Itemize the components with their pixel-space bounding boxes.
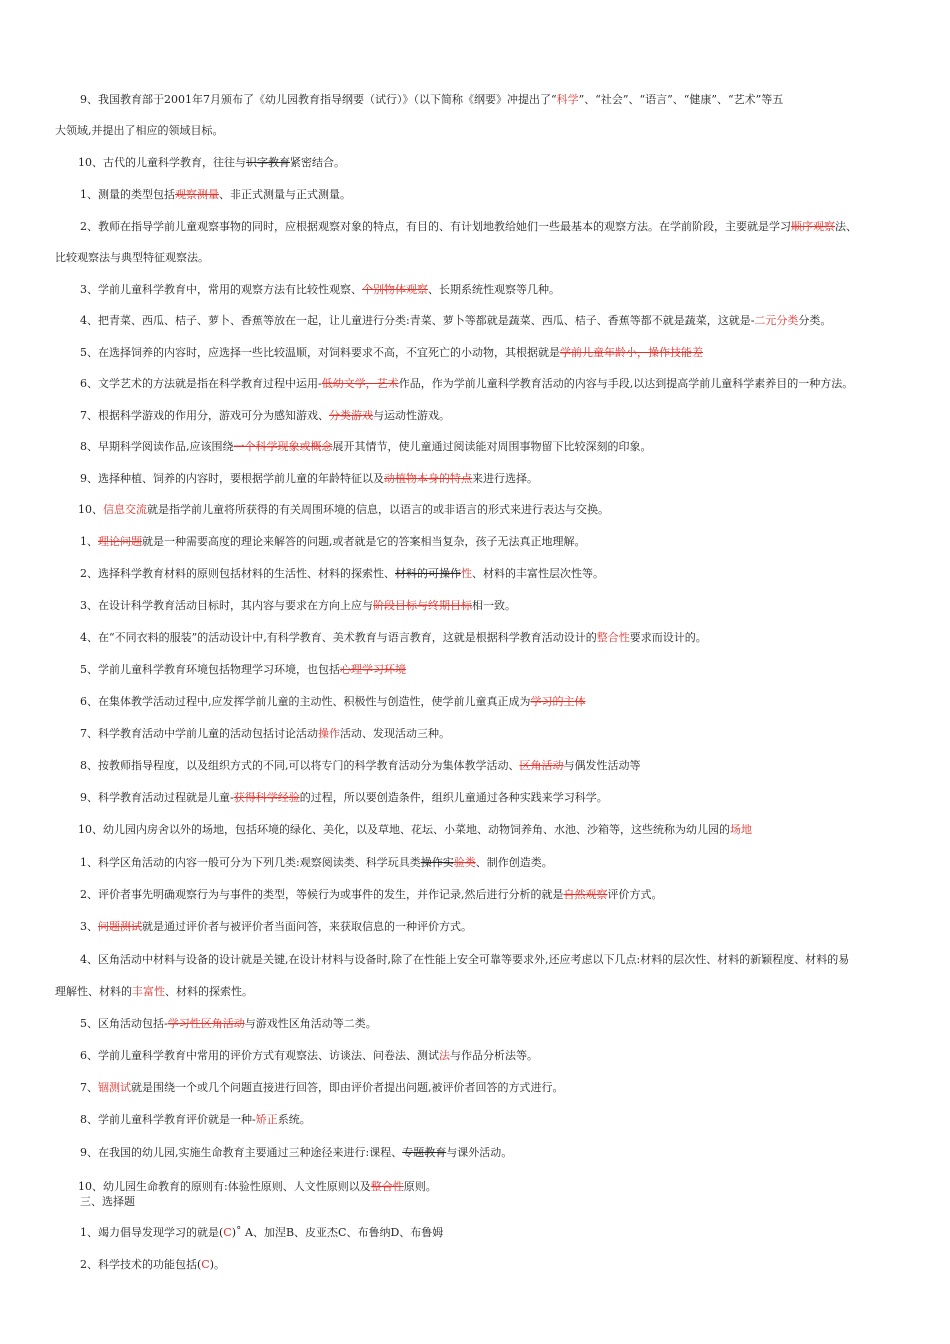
answer-text: 场地: [730, 823, 752, 836]
text-line: [55, 985, 253, 999]
answer-text: 学前儿童年龄小，操作技能差: [560, 346, 703, 359]
line-text: 理解性、材料的: [55, 985, 132, 998]
line-text: 评价方式。: [607, 888, 663, 901]
answer-text: 整合性: [596, 631, 630, 644]
line-text: 7、科学教育活动中学前儿童的活动包括讨论活动: [80, 727, 318, 740]
line-text: 就是通过评价者与被评价者当面问答，来获取信息的一种评价方式。: [142, 920, 472, 933]
answer-text: 自然观察: [563, 888, 608, 901]
text-line: [80, 283, 560, 297]
line-text: 6、文学艺术的方法就是指在科学教育过程中运用-: [80, 377, 322, 390]
text-line: [80, 314, 831, 328]
line-text: 系统。: [277, 1113, 311, 1126]
line-text: 与作品分析法等。: [450, 1049, 538, 1062]
line-text: 、制作创造类。: [475, 856, 553, 869]
text-line: [55, 124, 224, 138]
line-text: 三、选择题: [80, 1195, 135, 1208]
answer-text: 分类游戏: [329, 409, 373, 422]
line-text: 9、我国教育部于2001年7月颁布了《幼儿园教育指导纲要（试行）》（以下简称《纲要》冲提出了“: [80, 93, 557, 106]
text-line: [78, 823, 752, 837]
line-text: 就是围绕一个或几个问题直接进行回答，即由评价者提出问题,被评价者回答的方式进行。: [131, 1081, 564, 1094]
line-text: 1、测量的类型包括: [80, 188, 175, 201]
text-line: [80, 1195, 135, 1209]
line-text: 3、学前儿童科学教育中，常用的观察方法有比较性观察、: [80, 283, 362, 296]
line-text: 与偶发性活动等: [563, 759, 641, 772]
answer-text: 法: [439, 1049, 450, 1062]
line-text: 、材料的丰富性层次性等。: [472, 567, 604, 580]
answer-text: 一个科学现象或概念: [233, 440, 333, 453]
line-text: 4、在“不同衣料的服装”的活动设计中,有科学教育、美术教育与语言教育，这就是根据科学教育活动设计的: [80, 631, 597, 644]
text-line: [80, 695, 586, 709]
answer-text: 观察测量: [175, 188, 219, 201]
answer-text: C: [223, 1226, 232, 1239]
answer-text: 信息交流: [103, 503, 147, 516]
line-text: 操作实: [420, 856, 454, 869]
line-text: 、长期系统性观察等几种。: [428, 283, 560, 296]
answer-text: 性: [461, 567, 472, 580]
line-text: 5、区角活动包括-: [80, 1017, 168, 1030]
line-text: 1、科学区角活动的内容一般可分为下列几类:观察阅读类、科学玩具类: [80, 856, 421, 869]
line-text: 与运动性游戏。: [373, 409, 450, 422]
answer-text: C: [201, 1258, 210, 1271]
line-text: 材料的可操作: [395, 567, 461, 580]
line-text: 8、早期科学阅读作品,应该围绕: [80, 440, 234, 453]
line-text: 7、: [80, 1081, 98, 1094]
line-text: )˚ A、加涅B、皮亚杰C、布鲁纳D、布鲁姆: [231, 1226, 444, 1239]
line-text: 10、幼儿园内房舍以外的场地，包括环境的绿化、美化，以及草地、花坛、小菜地、动物饲养角、水池、沙箱等，这些统称为幼儿园的: [78, 823, 730, 836]
text-line: [80, 599, 516, 613]
line-text: 比较观察法与典型特征观察法。: [55, 251, 209, 264]
text-line: [80, 727, 450, 741]
text-line: [80, 856, 553, 870]
line-text: 大领域,并提出了相应的领域目标。: [55, 124, 224, 137]
line-text: 与课外活动。: [446, 1146, 513, 1159]
line-text: 相一致。: [472, 599, 516, 612]
line-text: 4、把青菜、西瓜、桔子、萝卜、香蕉等放在一起，让儿童进行分类:青菜、萝卜等都就是蔬菜、西瓜、桔子、香蕉等都不就是蔬菜，这就是-: [80, 314, 755, 327]
text-line: [80, 1258, 225, 1272]
line-text: 就是一种需要高度的理论来解答的问题,或者就是它的答案相当复杂，孩子无法真正地理解。: [142, 535, 586, 548]
line-text: 识字教育: [246, 156, 290, 169]
line-text: 10、幼儿园生命教育的原则有:体验性原则、人文性原则以及: [78, 1180, 371, 1193]
line-text: 、材料的探索性。: [165, 985, 253, 998]
text-line: [80, 377, 853, 391]
line-text: 法、: [835, 220, 857, 233]
line-text: 与游戏性区角活动等二类。: [244, 1017, 377, 1030]
answer-text: 区角活动: [519, 759, 564, 772]
text-line: [80, 953, 849, 967]
line-text: 1、竭力倡导发现学习的就是(: [80, 1226, 224, 1239]
line-text: 2、教师在指导学前儿童观察事物的同时，应根据观察对象的特点，有目的、有计划地教给她们一些最基本的观察方法。在学前阶段，主要就是学习: [80, 220, 791, 233]
text-line: [80, 920, 472, 934]
text-line: [80, 93, 783, 107]
text-line: [78, 1180, 437, 1194]
answer-text: 科学: [556, 93, 579, 106]
line-text: 作品，作为学前儿童科学教育活动的内容与手段,以达到提高学前儿童科学素养目的一种方法。: [398, 377, 854, 390]
text-line: [80, 472, 538, 486]
line-text: 10、: [78, 503, 103, 516]
line-text: 分类。: [798, 314, 832, 327]
answer-text: 验类: [453, 856, 476, 869]
line-text: 就是指学前儿童将所获得的有关周围环境的信息，以语言的或非语言的形式来进行表达与交换。: [147, 503, 609, 516]
line-text: 3、在设计科学教育活动目标时，其内容与要求在方向上应与: [80, 599, 373, 612]
answer-text: 学习的主体: [530, 695, 586, 708]
line-text: 活动、发现活动三种。: [340, 727, 450, 740]
text-line: [80, 440, 652, 454]
line-text: 5、在选择饲养的内容时，应选择一些比较温顺，对饲料要求不高，不宜死亡的小动物，其根据就是: [80, 346, 560, 359]
text-line: [80, 409, 450, 423]
text-line: [80, 220, 857, 234]
text-line: [55, 251, 209, 265]
text-line: [80, 1081, 564, 1095]
text-line: [80, 567, 604, 581]
line-text: 6、在集体教学活动过程中,应发挥学前儿童的主动性、积极性与创造性，使学前儿童真正成为: [80, 695, 531, 708]
line-text: 9、选择种植、饲养的内容时，要根据学前儿童的年龄特征以及: [80, 472, 384, 485]
text-line: [80, 188, 351, 202]
text-line: [80, 1049, 538, 1063]
line-text: 的过程，所以要创造条件，组织儿童通过各种实践来学习科学。: [299, 791, 608, 804]
line-text: 展开其情节，使儿童通过阅读能对周围事物留下比较深刻的印象。: [332, 440, 652, 453]
text-line: [80, 1017, 377, 1031]
text-line: [80, 631, 707, 645]
line-text: 10、古代的儿童科学教育，往往与: [78, 156, 246, 169]
line-text: 2、科学技术的功能包括(: [80, 1258, 202, 1271]
line-text: 6、学前儿童科学教育中常用的评价方式有观察法、访谈法、问卷法、测试: [80, 1049, 439, 1062]
line-text: 原则。: [403, 1180, 437, 1193]
answer-text: 低幼文学，艺术: [321, 377, 399, 390]
line-text: 7、根据科学游戏的作用分，游戏可分为感知游戏、: [80, 409, 329, 422]
answer-text: 丰富性: [132, 985, 165, 998]
line-text: 5、学前儿童科学教育环境包括物理学习环境，也包括: [80, 663, 340, 676]
line-text: 专题教育: [402, 1146, 447, 1159]
text-line: [80, 663, 406, 677]
text-line: [80, 759, 641, 773]
line-text: )。: [209, 1258, 226, 1271]
answer-text: 学习性区角活动: [167, 1017, 245, 1030]
answer-text: 获得科学经验: [233, 791, 300, 804]
answer-text: 矫正: [255, 1113, 278, 1126]
line-text: ”、“社会”、“语言”、“健康”、“艺术”等五: [578, 93, 784, 106]
line-text: 2、选择科学教育材料的原则包括材料的生活性、材料的探索性、: [80, 567, 395, 580]
line-text: 来进行选择。: [472, 472, 538, 485]
line-text: 4、区角活动中材料与设备的设计就是关键,在设计材料与设备时,除了在性能上安全可靠等要求外,还应考虑以下几点:材料的层次性、材料的新颖程度、材料的易: [80, 953, 850, 966]
answer-text: 二元分类: [754, 314, 799, 327]
answer-text: 心理学习环境: [340, 663, 406, 676]
line-text: 9、在我国的幼儿园,实施生命教育主要通过三种途径来进行:课程、: [80, 1146, 403, 1159]
answer-text: 顺序观察: [791, 220, 835, 233]
line-text: 8、按教师指导程度，以及组织方式的不同,可以将专门的科学教育活动分为集体教学活动、: [80, 759, 520, 772]
answer-text: 锢测试: [98, 1081, 131, 1094]
answer-text: 操作: [318, 727, 340, 740]
line-text: 紧密结合。: [290, 156, 345, 169]
line-text: 1、: [80, 535, 98, 548]
text-line: [80, 791, 608, 805]
text-line: [80, 1146, 512, 1160]
answer-text: 整合性: [370, 1180, 404, 1193]
answer-text: 动植物本身的特点: [384, 472, 472, 485]
text-line: [78, 503, 609, 517]
text-line: [80, 1226, 443, 1240]
line-text: 2、评价者事先明确观察行为与事件的类型，等候行为或事件的发生，并作记录,然后进行分析的就是: [80, 888, 564, 901]
line-text: 3、: [80, 920, 98, 933]
text-line: [80, 888, 663, 902]
line-text: 9、科学教育活动过程就是儿童-: [80, 791, 234, 804]
line-text: 要求而设计的。: [629, 631, 707, 644]
text-line: [80, 346, 703, 360]
answer-text: 问题测试: [98, 920, 142, 933]
answer-text: 个别物体观察: [362, 283, 428, 296]
line-text: 、非正式测量与正式测量。: [219, 188, 351, 201]
text-line: [78, 156, 345, 170]
line-text: 8、学前儿童科学教育评价就是一种-: [80, 1113, 256, 1126]
answer-text: 理论问题: [98, 535, 142, 548]
text-line: [80, 1113, 311, 1127]
answer-text: 阶段目标与终期目标: [373, 599, 472, 612]
text-line: [80, 535, 586, 549]
